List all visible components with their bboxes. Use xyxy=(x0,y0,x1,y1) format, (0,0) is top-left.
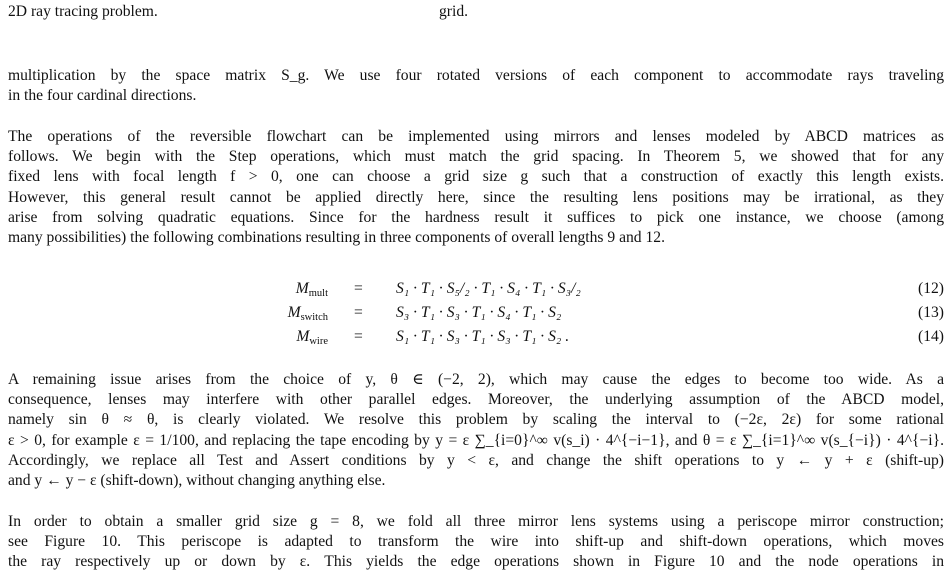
text-line: consequence, lenses may interfere with other parallel edges. Moreover, the underlying assumption of the ABCD model, xyxy=(8,391,944,409)
equation-rhs: S₁ · T₁ · S₃ · T₁ · S₃ · T₁ · S₂ . xyxy=(396,328,570,345)
equation-relation: = xyxy=(354,280,363,297)
equation-lhs: $M_{mult}$ xyxy=(295,280,328,299)
text-line: see Figure 10. This periscope is adapted to transform the wire into shift-up and shift-down operations, which moves xyxy=(8,533,944,551)
equation-relation: = xyxy=(354,328,363,345)
text-line: in the four cardinal directions. xyxy=(8,87,197,105)
text-line: The operations of the reversible flowchart can be implemented using mirrors and lenses modeled by ABCD matrices as xyxy=(8,128,944,145)
equation-lhs: $M_{switch}$ xyxy=(287,304,328,323)
text-line: However, this general result cannot be applied directly here, since the resulting lens positions may be irrational, as they xyxy=(8,188,944,206)
equation-relation: = xyxy=(354,304,363,321)
equation-14 xyxy=(0,326,952,348)
equation-13 xyxy=(0,302,952,324)
text-line: many possibilities) the following combinations resulting in three components of overall lengths 9 and 12. xyxy=(8,229,665,247)
text-line: multiplication by the space matrix S_g. We use four rotated versions of each component to accommodate rays traveling xyxy=(8,67,944,84)
paragraph-space-matrix xyxy=(8,66,944,106)
equation-12 xyxy=(0,278,952,300)
text-line: In order to obtain a smaller grid size g = 8, we fold all three mirror lens systems using a periscope mirror construction; xyxy=(8,513,944,530)
text-line: follows. We begin with the Step operations, which must match the grid spacing. In Theorem 5, we showed that for any xyxy=(8,148,944,166)
text-line: Accordingly, we replace all Test and Assert conditions by y < ε, and change the shift operations to y ← y + ε (shift-up) xyxy=(8,451,944,469)
equation-lhs: $M_{wire}$ xyxy=(296,328,328,347)
figure-caption-left-tail: 2D ray tracing problem. xyxy=(8,3,158,20)
text-line: arise from solving quadratic equations. Since for the hardness result it suffices to pick one instance, we choose (among xyxy=(8,208,944,226)
equation-number: (14) xyxy=(918,328,944,345)
text-line: namely sin θ ≈ θ, is clearly violated. We resolve this problem by scaling the interval to (−2ε, 2ε) for some rational xyxy=(8,411,944,429)
text-line: A remaining issue arises from the choice of y, θ ∈ (−2, 2), which may cause the edges to become too wide. As a xyxy=(8,371,944,388)
text-line: fixed lens with focal length f > 0, one can choose a grid size g such that a construction of exactly this length exists. xyxy=(8,168,944,186)
paragraph-abcd-implementation xyxy=(8,127,944,248)
paragraph-periscope xyxy=(8,512,944,573)
equation-number: (12) xyxy=(918,280,944,297)
paragraph-scaling xyxy=(8,370,944,491)
equation-number: (13) xyxy=(918,304,944,321)
text-line: the ray respectively up or down by ε. This yields the edge operations shown in Figure 10 and the node operations in xyxy=(8,553,944,571)
text-line: ε > 0, for example ε = 1/100, and replacing the tape encoding by y = ε ∑_{i=0}^∞ v(s_i) · 4^{−i−1}, and θ = ε ∑_{i=1}^∞ v(s_{−i}) · 4^{−i}. xyxy=(8,431,944,449)
equation-rhs: S₃ · T₁ · S₃ · T₁ · S₄ · T₁ · S₂ xyxy=(396,304,562,321)
text-line: and y ← y − ε (shift-down), without changing anything else. xyxy=(8,472,386,490)
equation-rhs: S₁ · T₁ · S₅/₂ · T₁ · S₄ · T₁ · S₃/₂ xyxy=(396,280,581,297)
figure-caption-right-tail: grid. xyxy=(439,3,469,20)
